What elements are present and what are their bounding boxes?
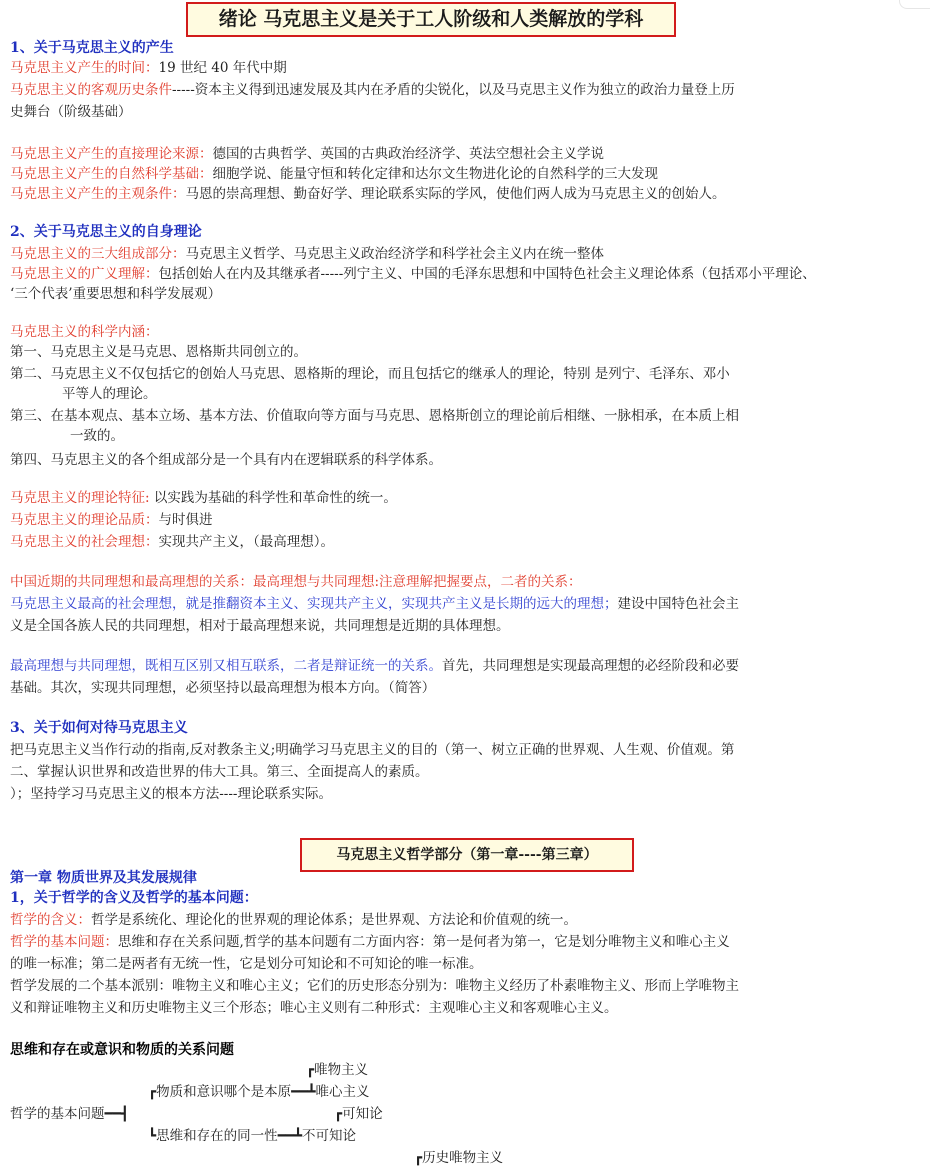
philosophy-meaning-line <box>10 910 922 930</box>
treat-line-2: 二、掌握认识世界和改造世界的伟大工具。第三、全面提高人的素质。 <box>10 764 429 780</box>
section-heading-2: 2、关于马克思主义的自身理论 <box>10 224 202 240</box>
conditions-line-2: 史舞台（阶级基础） <box>10 104 132 120</box>
list-item-cont: 平等人的理论。 <box>62 386 157 402</box>
parts-text: 马克思主义哲学、马克思主义政治经济学和科学社会主义内在统一整体 <box>185 246 604 262</box>
treat-line-1: 把马克思主义当作行动的指南,反对教条主义;明确学习马克思主义的目的（第一、树立正确的世界观、人生观、价值观。第 <box>10 742 735 758</box>
science-basis-label: 马克思主义产生的自然科学基础： <box>10 166 213 182</box>
list-item: 第三、在基本观点、基本立场、基本方法、价值取向等方面与马克思、恩格斯创立的理论前后相继、一脉相承，在本质上相 <box>10 408 739 424</box>
conditions-line <box>10 80 922 100</box>
tree-knowable: ┏可知论 <box>334 1106 383 1122</box>
subsection-heading: 1，关于哲学的含义及哲学的基本问题： <box>10 890 258 906</box>
ideal-text: 实现共产主义，（最高理想）。 <box>158 534 334 550</box>
tree-unknowable: 不可知论 <box>302 1128 357 1144</box>
ideal-relation-black: 建设中国特色社会主 <box>617 596 739 612</box>
ideal-relation-line-2: 义是全国各族人民的共同理想，相对于最高理想来说，共同理想是近期的具体理想。 <box>10 618 510 634</box>
broad-line-2: ‘三个代表’重要思想和科学发展观） <box>10 286 222 302</box>
dialectic-blue: 最高理想与共同理想，既相互区别又相互联系，二者是辩证统一的关系。 <box>10 658 442 674</box>
basic-question-label: 哲学的基本问题： <box>10 934 118 950</box>
science-basis-text: 细胞学说、能量守恒和转化定律和达尔文生物进化论的自然科学的三大发现 <box>212 166 658 182</box>
scientific-connotation-label: 马克思主义的科学内涵： <box>10 324 159 340</box>
tree-branch-origin: ┏物质和意识哪个是本原━━┻唯心主义 <box>148 1084 370 1100</box>
feature-label: 马克思主义的理论特征: <box>10 490 150 506</box>
basic-question-line <box>10 932 922 952</box>
ideal-line <box>10 532 922 552</box>
basic-question-text: 思维和存在关系问题,哲学的基本问题有二方面内容：第一是何者为第一，它是划分唯物主义和唯心主义 <box>118 934 730 950</box>
chapter-heading: 第一章 物质世界及其发展规律 <box>10 870 197 886</box>
ideal-relation-line <box>10 594 922 614</box>
corner-tab <box>899 0 930 9</box>
subjective-line <box>10 184 922 204</box>
origin-time-line <box>10 58 922 78</box>
quality-text: 与时俱进 <box>158 512 213 528</box>
broad-label: 马克思主义的广义理解： <box>10 266 159 282</box>
tree-root: 哲学的基本问题━━┫ <box>10 1106 129 1122</box>
feature-line <box>10 488 922 508</box>
section-heading-3: 3、关于如何对待马克思主义 <box>10 720 188 736</box>
philosophy-title: 马克思主义哲学部分（第一章----第三章） <box>300 838 634 872</box>
origin-time-label: 马克思主义产生的时间： <box>10 60 159 76</box>
feature-text: 以实践为基础的科学性和革命性的统一。 <box>149 490 397 506</box>
tree-identity-question: 思维和存在的同一性 <box>156 1128 278 1144</box>
ideal-relation-heading: 中国近期的共同理想和最高理想的关系：最高理想与共同理想:注意理解把握要点，二者的关系： <box>10 574 582 590</box>
tree-origin-question: 物质和意识哪个是本原 <box>156 1084 292 1100</box>
tree-historical-materialism: ┏历史唯物主义 <box>414 1150 504 1166</box>
development-line-1: 哲学发展的二个基本派别：唯物主义和唯心主义；它们的历史形态分别为：唯物主义经历了朴素唯物主义、形而上学唯物主 <box>10 978 739 994</box>
dialectic-line-2: 基础。其次，实现共同理想，必须坚持以最高理想为根本方向。（简答） <box>10 680 436 696</box>
parts-line <box>10 244 922 264</box>
philosophy-meaning-text: 哲学是系统化、理论化的世界观的理论体系；是世界观、方法论和价值观的统一。 <box>91 912 577 928</box>
list-item: 第四、马克思主义的各个组成部分是一个具有内在逻辑联系的科学体系。 <box>10 452 442 468</box>
basic-question-line-2: 的唯一标准；第二是两者有无统一性，它是划分可知论和不可知论的唯一标准。 <box>10 956 483 972</box>
tree-root-label: 哲学的基本问题 <box>10 1106 105 1122</box>
subjective-text: 马恩的崇高理想、勤奋好学、理论联系实际的学风，使他们两人成为马克思主义的创始人。 <box>185 186 726 202</box>
broad-text: 包括创始人在内及其继承者-----列宁主义、中国的毛泽东思想和中国特色社会主义理论体系（包括邓小平理论、 <box>158 266 816 282</box>
list-item-cont: 一致的。 <box>70 428 124 444</box>
subjective-label: 马克思主义产生的主观条件： <box>10 186 186 202</box>
ideal-label: 马克思主义的社会理想： <box>10 534 159 550</box>
theory-source-text: 德国的古典哲学、英国的古典政治经济学、英法空想社会主义学说 <box>212 146 604 162</box>
dialectic-black: 首先，共同理想是实现最高理想的必经阶段和必要 <box>442 658 739 674</box>
origin-time-text: 19 世纪 40 年代中期 <box>158 60 287 76</box>
conditions-label: 马克思主义的客观历史条件 <box>10 82 172 98</box>
section-heading-1: 1、关于马克思主义的产生 <box>10 40 174 56</box>
parts-label: 马克思主义的三大组成部分： <box>10 246 186 262</box>
relation-heading: 思维和存在或意识和物质的关系问题 <box>10 1042 234 1058</box>
treat-line-3: ）；坚持学习马克思主义的根本方法----理论联系实际。 <box>10 786 332 802</box>
quality-line <box>10 510 922 530</box>
broad-line <box>10 264 922 284</box>
philosophy-meaning-label: 哲学的含义： <box>10 912 91 928</box>
page-title: 绪论 马克思主义是关于工人阶级和人类解放的学科 <box>186 2 676 37</box>
quality-label: 马克思主义的理论品质： <box>10 512 159 528</box>
tree-branch-identity: ┗思维和存在的同一性━━┻不可知论 <box>148 1128 357 1144</box>
conditions-text: -----资本主义得到迅速发展及其内在矛盾的尖锐化，以及马克思主义作为独立的政治力量登上历 <box>172 82 735 98</box>
list-item: 第一、马克思主义是马克思、恩格斯共同创立的。 <box>10 344 307 360</box>
development-line-2: 义和辩证唯物主义和历史唯物主义三个形态；唯心主义则有二种形式：主观唯心主义和客观唯心主义。 <box>10 1000 618 1016</box>
science-basis-line <box>10 164 922 184</box>
theory-source-label: 马克思主义产生的直接理论来源： <box>10 146 213 162</box>
tree-materialism: ┏唯物主义 <box>306 1062 369 1078</box>
ideal-relation-blue: 马克思主义最高的社会理想，就是推翻资本主义、实现共产主义，实现共产主义是长期的远大的理想； <box>10 596 618 612</box>
theory-source-line <box>10 144 922 164</box>
tree-idealism: 唯心主义 <box>315 1084 370 1100</box>
dialectic-line <box>10 656 922 676</box>
list-item: 第二、马克思主义不仅包括它的创始人马克思、恩格斯的理论，而且包括它的继承人的理论，特别 是列宁、毛泽东、邓小 <box>10 366 730 382</box>
